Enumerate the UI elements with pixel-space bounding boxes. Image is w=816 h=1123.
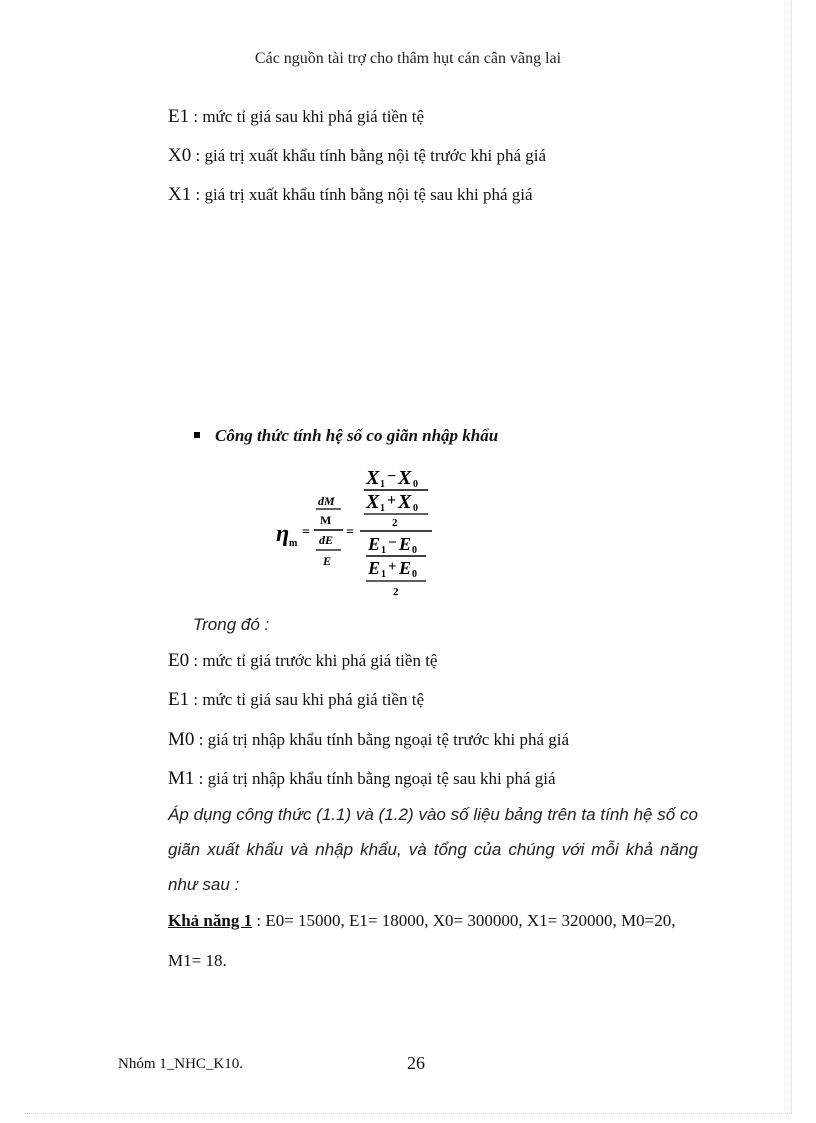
kha-nang-label: Khả năng 1 [168, 911, 253, 930]
definition-text: : giá trị nhập khẩu tính bằng ngoại tệ sau khi phá giá [194, 769, 556, 788]
definition-text: : mức tỉ giá trước khi phá giá tiền tệ [189, 651, 438, 670]
formula-sub: 1 [380, 503, 385, 514]
import-elasticity-formula [270, 460, 445, 602]
formula-equals-1: = [302, 525, 310, 540]
formula-eta-sub: m [289, 538, 298, 549]
formula-X0-top: X [398, 467, 412, 489]
trong-do-label: Trong đó : [193, 615, 270, 634]
definition-text: : giá trị xuất khẩu tính bằng nội tệ sau khi phá giá [191, 185, 533, 204]
definition-text: : mức tỉ giá sau khi phá giá tiền tệ [189, 107, 424, 126]
formula-two: 2 [392, 517, 398, 529]
formula-plus: + [388, 559, 397, 575]
formula-minus: − [388, 535, 397, 551]
footer-group: Nhóm 1_NHC_K10. [118, 1056, 244, 1072]
formula-equals-2: = [346, 525, 354, 540]
formula-eta: η [276, 521, 290, 547]
formula-E1-bot: E [368, 558, 381, 578]
definition-e1-top [168, 106, 424, 128]
formula-E0-top: E [399, 534, 412, 554]
formula-E: E [323, 554, 332, 568]
formula-sub: 0 [413, 479, 418, 490]
formula-sub: 0 [412, 545, 417, 556]
bullet-square-icon [194, 432, 200, 438]
definition-x0 [168, 145, 546, 167]
definition-e0 [168, 650, 437, 672]
formula-M: M [320, 513, 332, 527]
definition-variable: M1 [168, 768, 195, 789]
kha-nang-1-line [168, 901, 698, 981]
definition-variable: E1 [168, 106, 190, 127]
definition-m0 [168, 729, 569, 751]
page-header: Các nguồn tài trợ cho thâm hụt cán cân vãng lai [254, 50, 562, 67]
definition-variable: M0 [168, 729, 195, 750]
definition-text: : mức tỉ giá sau khi phá giá tiền tệ [189, 690, 424, 709]
formula-E1-top: E [368, 534, 381, 554]
formula-E0-bot: E [399, 558, 412, 578]
page-number: 26 [407, 1053, 425, 1073]
page-border-right [791, 0, 792, 1113]
definition-variable: E0 [168, 650, 190, 671]
formula-dM: dM [318, 494, 335, 508]
formula-sub: 0 [413, 503, 418, 514]
formula-dE: dE [319, 533, 334, 547]
formula-sub: 1 [380, 479, 385, 490]
definition-e1 [168, 689, 424, 711]
application-paragraph: Áp dụng công thức (1.1) và (1.2) vào số liệu bảng trên ta tính hệ số co giãn xuất khẩu và nhập khẩu, và tổng của chúng với mỗi khả năng như sau : [168, 805, 698, 894]
definition-text: : giá trị nhập khẩu tính bằng ngoại tệ trước khi phá giá [194, 730, 570, 749]
kha-nang-values: : E0= 15000, E1= 18000, X0= 300000, X1= 320000, M0=20, M1= 18. [168, 911, 676, 970]
formula-two: 2 [393, 586, 399, 598]
section-heading: Công thức tính hệ số co giãn nhập khẩu [215, 426, 499, 445]
formula-plus: + [387, 492, 397, 509]
definition-x1 [168, 184, 533, 206]
formula-minus: − [387, 468, 397, 485]
formula-X1-top: X [366, 467, 380, 489]
definition-variable: X1 [168, 184, 192, 205]
formula-X1-bot: X [366, 491, 380, 513]
definition-variable: E1 [168, 689, 190, 710]
formula-sub: 0 [412, 569, 417, 580]
definition-variable: X0 [168, 145, 192, 166]
formula-sub: 1 [381, 569, 386, 580]
definition-text: : giá trị xuất khẩu tính bằng nội tệ trước khi phá giá [191, 146, 547, 165]
page-border-bottom [24, 1113, 792, 1114]
formula-sub: 1 [381, 545, 386, 556]
definition-m1 [168, 768, 556, 790]
formula-X0-bot: X [398, 491, 412, 513]
